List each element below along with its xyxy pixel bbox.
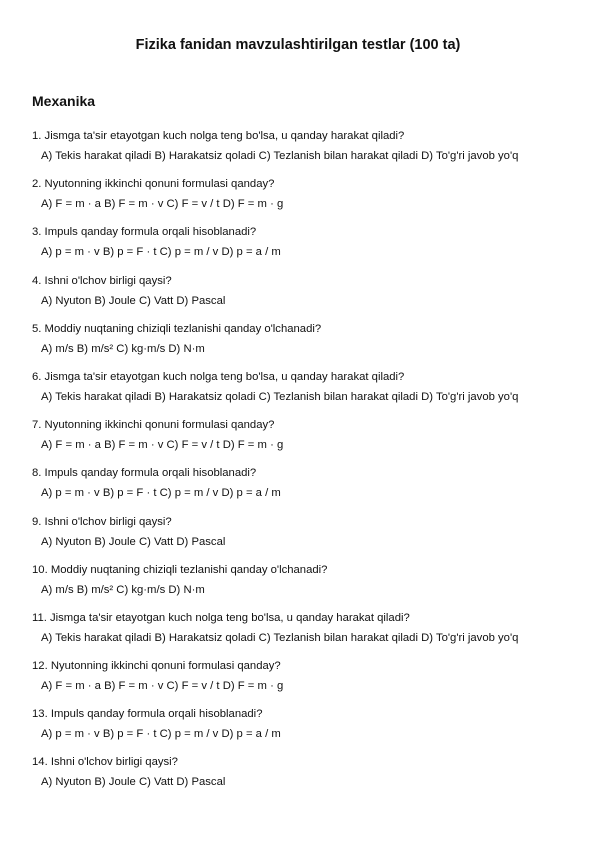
question-item xyxy=(32,706,588,754)
question-item xyxy=(32,417,588,465)
question-item xyxy=(32,610,588,658)
question-text: 8. Impuls qanday formula orqali hisoblanadi? xyxy=(32,467,257,480)
question-text: 1. Jismga ta'sir etayotgan kuch nolga teng bo'lsa, u qanday harakat qiladi? xyxy=(32,130,405,142)
question-text: 2. Nyutonning ikkinchi qonuni formulasi qanday? xyxy=(32,178,275,191)
question-options: A) m/s B) m/s² C) kg·m/s D) N·m xyxy=(41,342,205,355)
question-options: A) p = m · v B) p = F · t C) p = m / v D) p = a / m xyxy=(41,246,281,259)
question-text: 3. Impuls qanday formula orqali hisoblanadi? xyxy=(32,226,257,239)
question-options: A) Tekis harakat qiladi B) Harakatsiz qoladi C) Tezlanish bilan harakat qiladi D) To'g'ri javob yo'q xyxy=(41,390,519,403)
question-item xyxy=(32,321,588,369)
question-text: 12. Nyutonning ikkinchi qonuni formulasi qanday? xyxy=(32,660,281,673)
question-item xyxy=(32,128,588,176)
question-options: A) m/s B) m/s² C) kg·m/s D) N·m xyxy=(41,583,205,596)
question-item xyxy=(32,562,588,610)
question-options: A) p = m · v B) p = F · t C) p = m / v D) p = a / m xyxy=(41,728,281,741)
question-options: A) F = m · a B) F = m · v C) F = v / t D) F = m · g xyxy=(41,439,284,452)
document-title: Fizika fanidan mavzulashtirilgan testlar (100 ta) xyxy=(135,37,461,53)
question-options: A) Nyuton B) Joule C) Vatt D) Pascal xyxy=(41,535,226,548)
question-options: A) F = m · a B) F = m · v C) F = v / t D) F = m · g xyxy=(41,680,284,693)
question-text: 5. Moddiy nuqtaning chiziqli tezlanishi qanday o'lchanadi? xyxy=(32,322,322,335)
question-item xyxy=(32,754,588,802)
question-options: A) Tekis harakat qiladi B) Harakatsiz qoladi C) Tezlanish bilan harakat qiladi D) To'g'ri javob yo'q xyxy=(41,150,519,162)
question-item xyxy=(32,658,588,706)
question-list xyxy=(32,128,588,803)
question-text: 4. Ishni o'lchov birligi qaysi? xyxy=(32,274,172,287)
question-options: A) p = m · v B) p = F · t C) p = m / v D) p = a / m xyxy=(41,487,281,500)
question-text: 9. Ishni o'lchov birligi qaysi? xyxy=(32,515,172,528)
question-item xyxy=(32,224,588,272)
question-item xyxy=(32,273,588,321)
question-options: A) Nyuton B) Joule C) Vatt D) Pascal xyxy=(41,776,226,789)
question-options: A) F = m · a B) F = m · v C) F = v / t D) F = m · g xyxy=(41,198,284,211)
question-item xyxy=(32,176,588,224)
question-item xyxy=(32,514,588,562)
question-text: 6. Jismga ta'sir etayotgan kuch nolga teng bo'lsa, u qanday harakat qiladi? xyxy=(32,370,405,383)
section-title: Mexanika xyxy=(32,93,96,109)
question-text: 10. Moddiy nuqtaning chiziqli tezlanishi qanday o'lchanadi? xyxy=(32,563,328,576)
question-text: 14. Ishni o'lchov birligi qaysi? xyxy=(32,756,178,769)
question-options: A) Nyuton B) Joule C) Vatt D) Pascal xyxy=(41,294,226,307)
question-text: 7. Nyutonning ikkinchi qonuni formulasi qanday? xyxy=(32,419,275,432)
question-text: 11. Jismga ta'sir etayotgan kuch nolga teng bo'lsa, u qanday harakat qiladi? xyxy=(32,611,410,624)
question-options: A) Tekis harakat qiladi B) Harakatsiz qoladi C) Tezlanish bilan harakat qiladi D) To'g'ri javob yo'q xyxy=(41,631,519,644)
question-item xyxy=(32,465,588,513)
question-item xyxy=(32,369,588,417)
question-text: 13. Impuls qanday formula orqali hisoblanadi? xyxy=(32,708,263,721)
